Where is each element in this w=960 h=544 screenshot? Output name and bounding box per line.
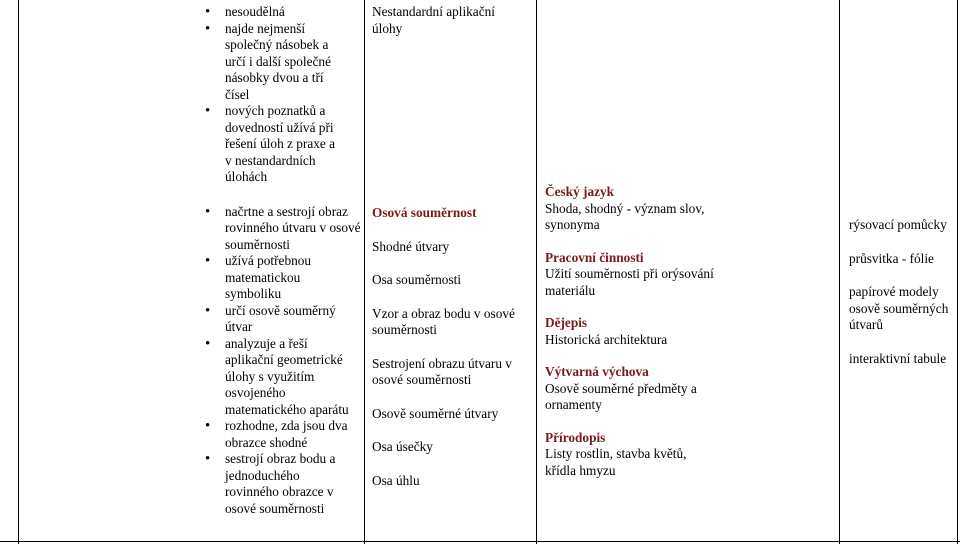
table-border-right: [957, 0, 958, 544]
topic-item: Osa úsečky: [372, 439, 433, 454]
list-item: • určí osově souměrný útvar: [201, 303, 363, 336]
column-divider: [536, 0, 537, 544]
subject-text: Listy rostlin, stavba květů, křídla hmyzu: [545, 446, 687, 478]
subject-title: Dějepis: [545, 315, 588, 330]
list-item: • analyzuje a řeší aplikační geometrické úlohy s využitím osvojeného matematického aparátu: [201, 336, 363, 419]
aid-item: papírové modely osově souměrných útvarů: [849, 284, 949, 332]
list-item: • nových poznatků a dovedností užívá při řešení úloh z praxe a v nestandardních úlohách: [201, 103, 363, 186]
topic-item: Vzor a obraz bodu v osové souměrnosti: [372, 305, 515, 337]
list-item: • rozhodne, zda jsou dva obrazce shodné: [201, 418, 363, 451]
table-border-bottom: [0, 541, 960, 542]
outcomes-cell: [201, 4, 363, 517]
teaching-aids-cell: [849, 217, 953, 383]
list-item: • nesoudělná: [201, 4, 363, 21]
subject-text: Užití souměrnosti při orýsování materiálu: [545, 266, 714, 298]
subject-link-group: [545, 184, 715, 234]
subject-title: Výtvarná výchova: [545, 364, 649, 379]
topic-item: Sestrojení obrazu útvaru v osové souměrnosti: [372, 355, 512, 387]
topic-item: Shodné útvary: [372, 238, 450, 254]
subject-link-group: [545, 315, 715, 348]
list-item: • načrtne a sestrojí obraz rovinného útvaru v osové souměrnosti: [201, 204, 363, 254]
list-item: • najde nejmenší společný násobek a určí i další společné násobky dvou a tří čísel: [201, 21, 363, 104]
list-item: • užívá potřebnou matematickou symboliku: [201, 253, 363, 303]
topic-item: Osově souměrné útvary: [372, 405, 499, 421]
subject-text: Historická architektura: [545, 331, 668, 347]
subject-title: Český jazyk: [545, 184, 615, 199]
subject-text: Shoda, shodný - význam slov, synonyma: [545, 200, 705, 232]
aid-item: rýsovací pomůcky: [849, 217, 947, 232]
section-heading: Osová souměrnost: [372, 205, 477, 220]
outcomes-list-1: [201, 4, 363, 21]
column-divider: [364, 0, 365, 544]
topic-item: Osa úhlu: [372, 472, 420, 488]
outcomes-list-1-items: [201, 21, 363, 186]
subject-link-group: [545, 250, 715, 300]
top-text-line-2: úlohy: [372, 20, 403, 36]
top-text-line-1: Nestandardní aplikační: [372, 4, 495, 19]
aid-item: interaktivní tabule: [849, 350, 947, 366]
subject-link-group: [545, 364, 715, 414]
subject-matter-cell: [372, 4, 532, 489]
outcomes-list-2: [201, 204, 363, 518]
list-item: • sestrojí obraz bodu a jednoduchého rovinného obrazce v osové souměrnosti: [201, 451, 363, 517]
subject-link-group: [545, 430, 715, 480]
cross-curricular-cell: [545, 184, 715, 495]
subject-text: Osově souměrné předměty a ornamenty: [545, 380, 697, 412]
subject-title: Pracovní činnosti: [545, 249, 644, 265]
table-border-left: [18, 0, 19, 544]
aid-item: průsvitka - fólie: [849, 250, 934, 266]
column-divider: [839, 0, 840, 544]
subject-title: Přírodopis: [545, 429, 606, 445]
topic-item: Osa souměrnosti: [372, 272, 462, 287]
